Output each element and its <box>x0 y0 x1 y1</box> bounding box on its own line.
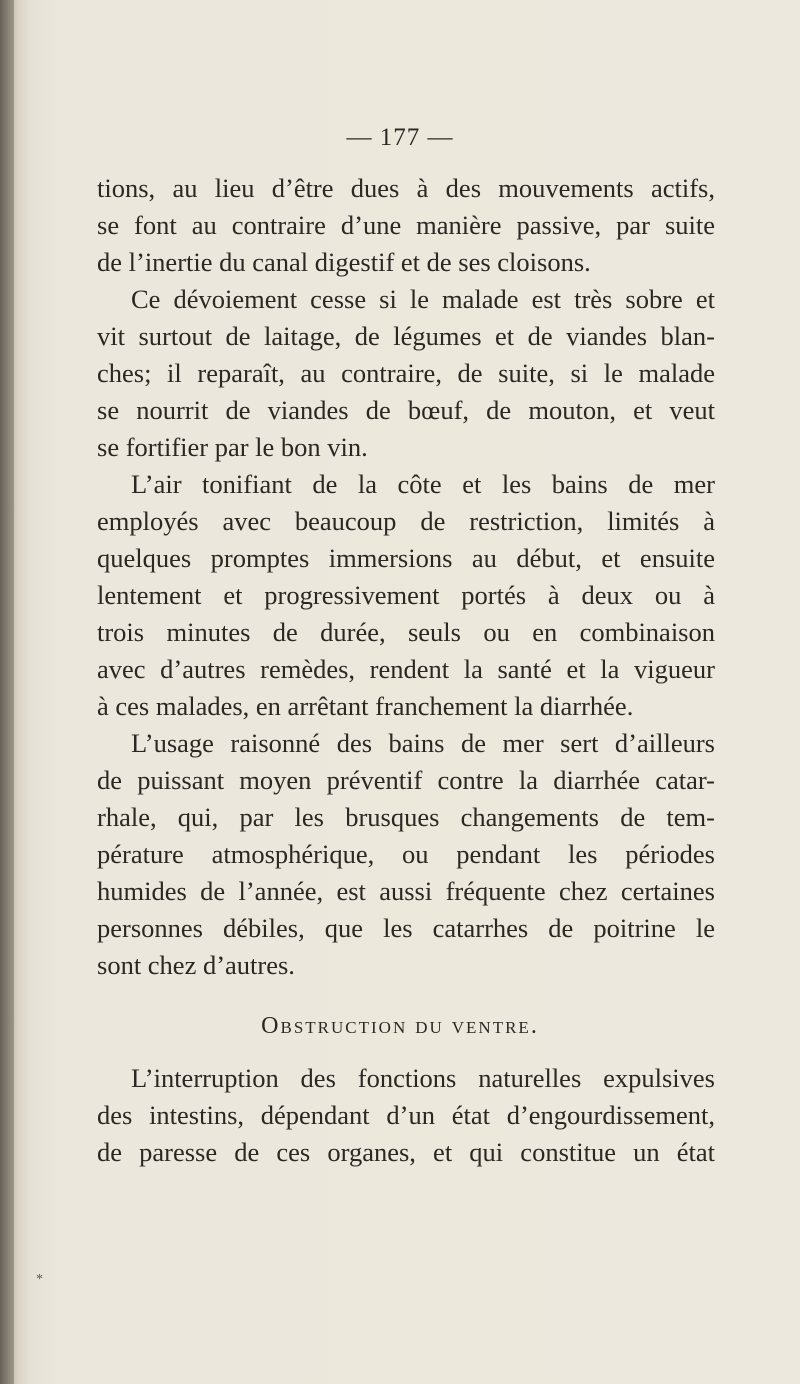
section-heading: Obstruction du ventre. <box>261 1013 539 1039</box>
text-line: de l’inertie du canal digestif et de ses cloisons. <box>97 247 591 277</box>
margin-mark: * <box>36 1272 43 1287</box>
page-number: — 177 — <box>346 124 454 151</box>
text-line: employés avec beaucoup de restriction, limités à <box>97 506 715 536</box>
text-line: personnes débiles, que les catarrhes de poitrine le <box>97 913 715 943</box>
text-line: rhale, qui, par les brusques changements de tem- <box>97 802 715 832</box>
text-line: se fortifier par le bon vin. <box>97 432 368 462</box>
text-line: pérature atmosphérique, ou pendant les périodes <box>97 839 715 869</box>
text-line: se font au contraire d’une manière passive, par suite <box>97 210 715 240</box>
text-line: avec d’autres remèdes, rendent la santé et la vigueur <box>97 654 715 684</box>
text-line: sont chez d’autres. <box>97 950 295 980</box>
text-line: de paresse de ces organes, et qui constitue un état <box>97 1137 715 1167</box>
text-line: vit surtout de laitage, de légumes et de viandes blan- <box>97 321 715 351</box>
text-line: lentement et progressivement portés à deux ou à <box>97 580 715 610</box>
text-line: de puissant moyen préventif contre la diarrhée catar- <box>97 765 715 795</box>
text-line: ches; il reparaît, au contraire, de suite, si le malade <box>97 358 715 388</box>
text-line: se nourrit de viandes de bœuf, de mouton, et veut <box>97 395 715 425</box>
text-line: L’usage raisonné des bains de mer sert d’ailleurs <box>131 728 715 758</box>
page-binding-edge <box>0 0 14 1384</box>
text-line: trois minutes de durée, seuls ou en combinaison <box>97 617 715 647</box>
text-line: L’air tonifiant de la côte et les bains de mer <box>131 469 715 499</box>
text-line: L’interruption des fonctions naturelles expulsives <box>131 1063 715 1093</box>
text-line: humides de l’année, est aussi fréquente chez certaines <box>97 876 715 906</box>
text-line: tions, au lieu d’être dues à des mouvements actifs, <box>97 173 715 203</box>
text-line: Ce dévoiement cesse si le malade est très sobre et <box>131 284 715 314</box>
body-text-continued <box>97 1060 715 1171</box>
body-text <box>97 170 715 984</box>
text-line: à ces malades, en arrêtant franchement la diarrhée. <box>97 691 634 721</box>
text-line: des intestins, dépendant d’un état d’engourdissement, <box>97 1100 715 1130</box>
text-line: quelques promptes immersions au début, et ensuite <box>97 543 715 573</box>
